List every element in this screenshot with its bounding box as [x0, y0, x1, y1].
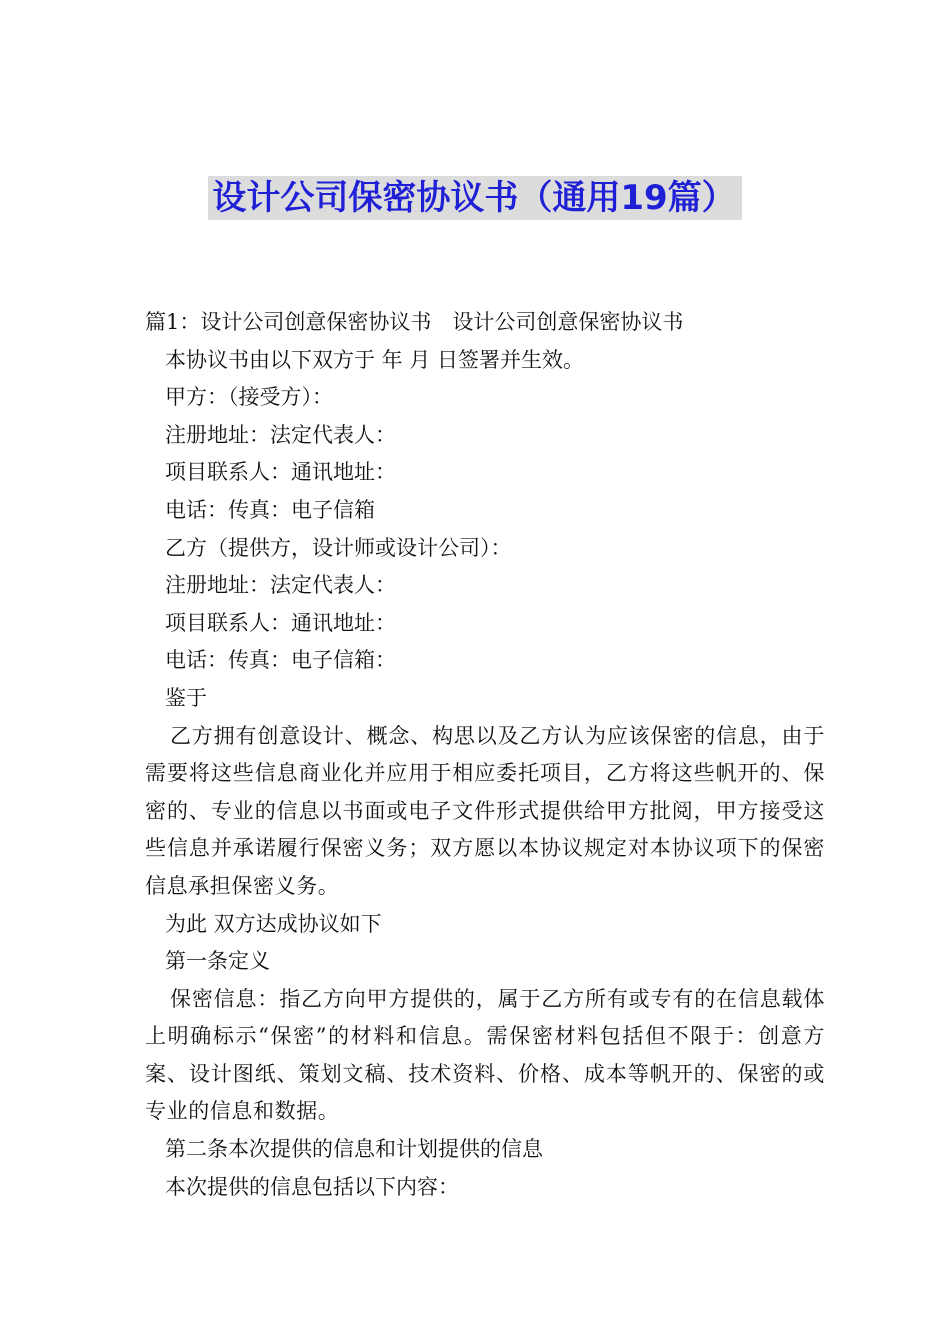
party-a-phone: 电话：传真：电子信箱 — [165, 497, 375, 522]
whereas-paragraph: 乙方拥有创意设计、概念、构思以及乙方认为应该保密的信息，由于需要将这些信息商业化并应用于相应委托项目，乙方将这些帆开的、保密的、专业的信息以书面或电子文件形式提供给甲方批阅，甲方接受这些信息并承诺履行保密义务；双方愿以本协议规定对本协议项下的保密信息承担保密义务。 — [145, 723, 825, 898]
agreement-line: 为此 双方达成协议如下 — [165, 911, 382, 936]
party-b-phone: 电话：传真：电子信箱： — [165, 648, 396, 673]
party-a-contact: 项目联系人：通讯地址： — [165, 460, 396, 485]
whereas-heading: 鉴于 — [165, 685, 207, 710]
article-two-heading: 第二条本次提供的信息和计划提供的信息 — [165, 1137, 543, 1162]
party-b-address: 注册地址：法定代表人： — [165, 573, 396, 598]
party-a-address: 注册地址：法定代表人： — [165, 422, 396, 447]
definition-paragraph: 保密信息：指乙方向甲方提供的，属于乙方所有或专有的在信息载体上明确标示“保密”的材料和信息。需保密材料包括但不限于：创意方案、设计图纸、策划文稿、技术资料、价格、成本等帆开的、保密的或专业的信息和数据。 — [145, 986, 825, 1124]
party-a-heading: 甲方：（接受方）： — [165, 385, 333, 410]
provided-info-line: 本次提供的信息包括以下内容： — [165, 1174, 459, 1199]
chapter-heading: 篇1：设计公司创意保密协议书 设计公司创意保密协议书 — [145, 310, 684, 334]
intro-line: 本协议书由以下双方于 年 月 日签署并生效。 — [165, 347, 585, 372]
party-b-heading: 乙方（提供方，设计师或设计公司）： — [165, 535, 512, 560]
article-one-heading: 第一条定义 — [165, 949, 270, 974]
party-b-contact: 项目联系人：通讯地址： — [165, 610, 396, 635]
document-title: 设计公司保密协议书（通用19篇） — [208, 176, 741, 220]
document-body — [145, 304, 825, 1206]
title-container — [0, 176, 950, 220]
